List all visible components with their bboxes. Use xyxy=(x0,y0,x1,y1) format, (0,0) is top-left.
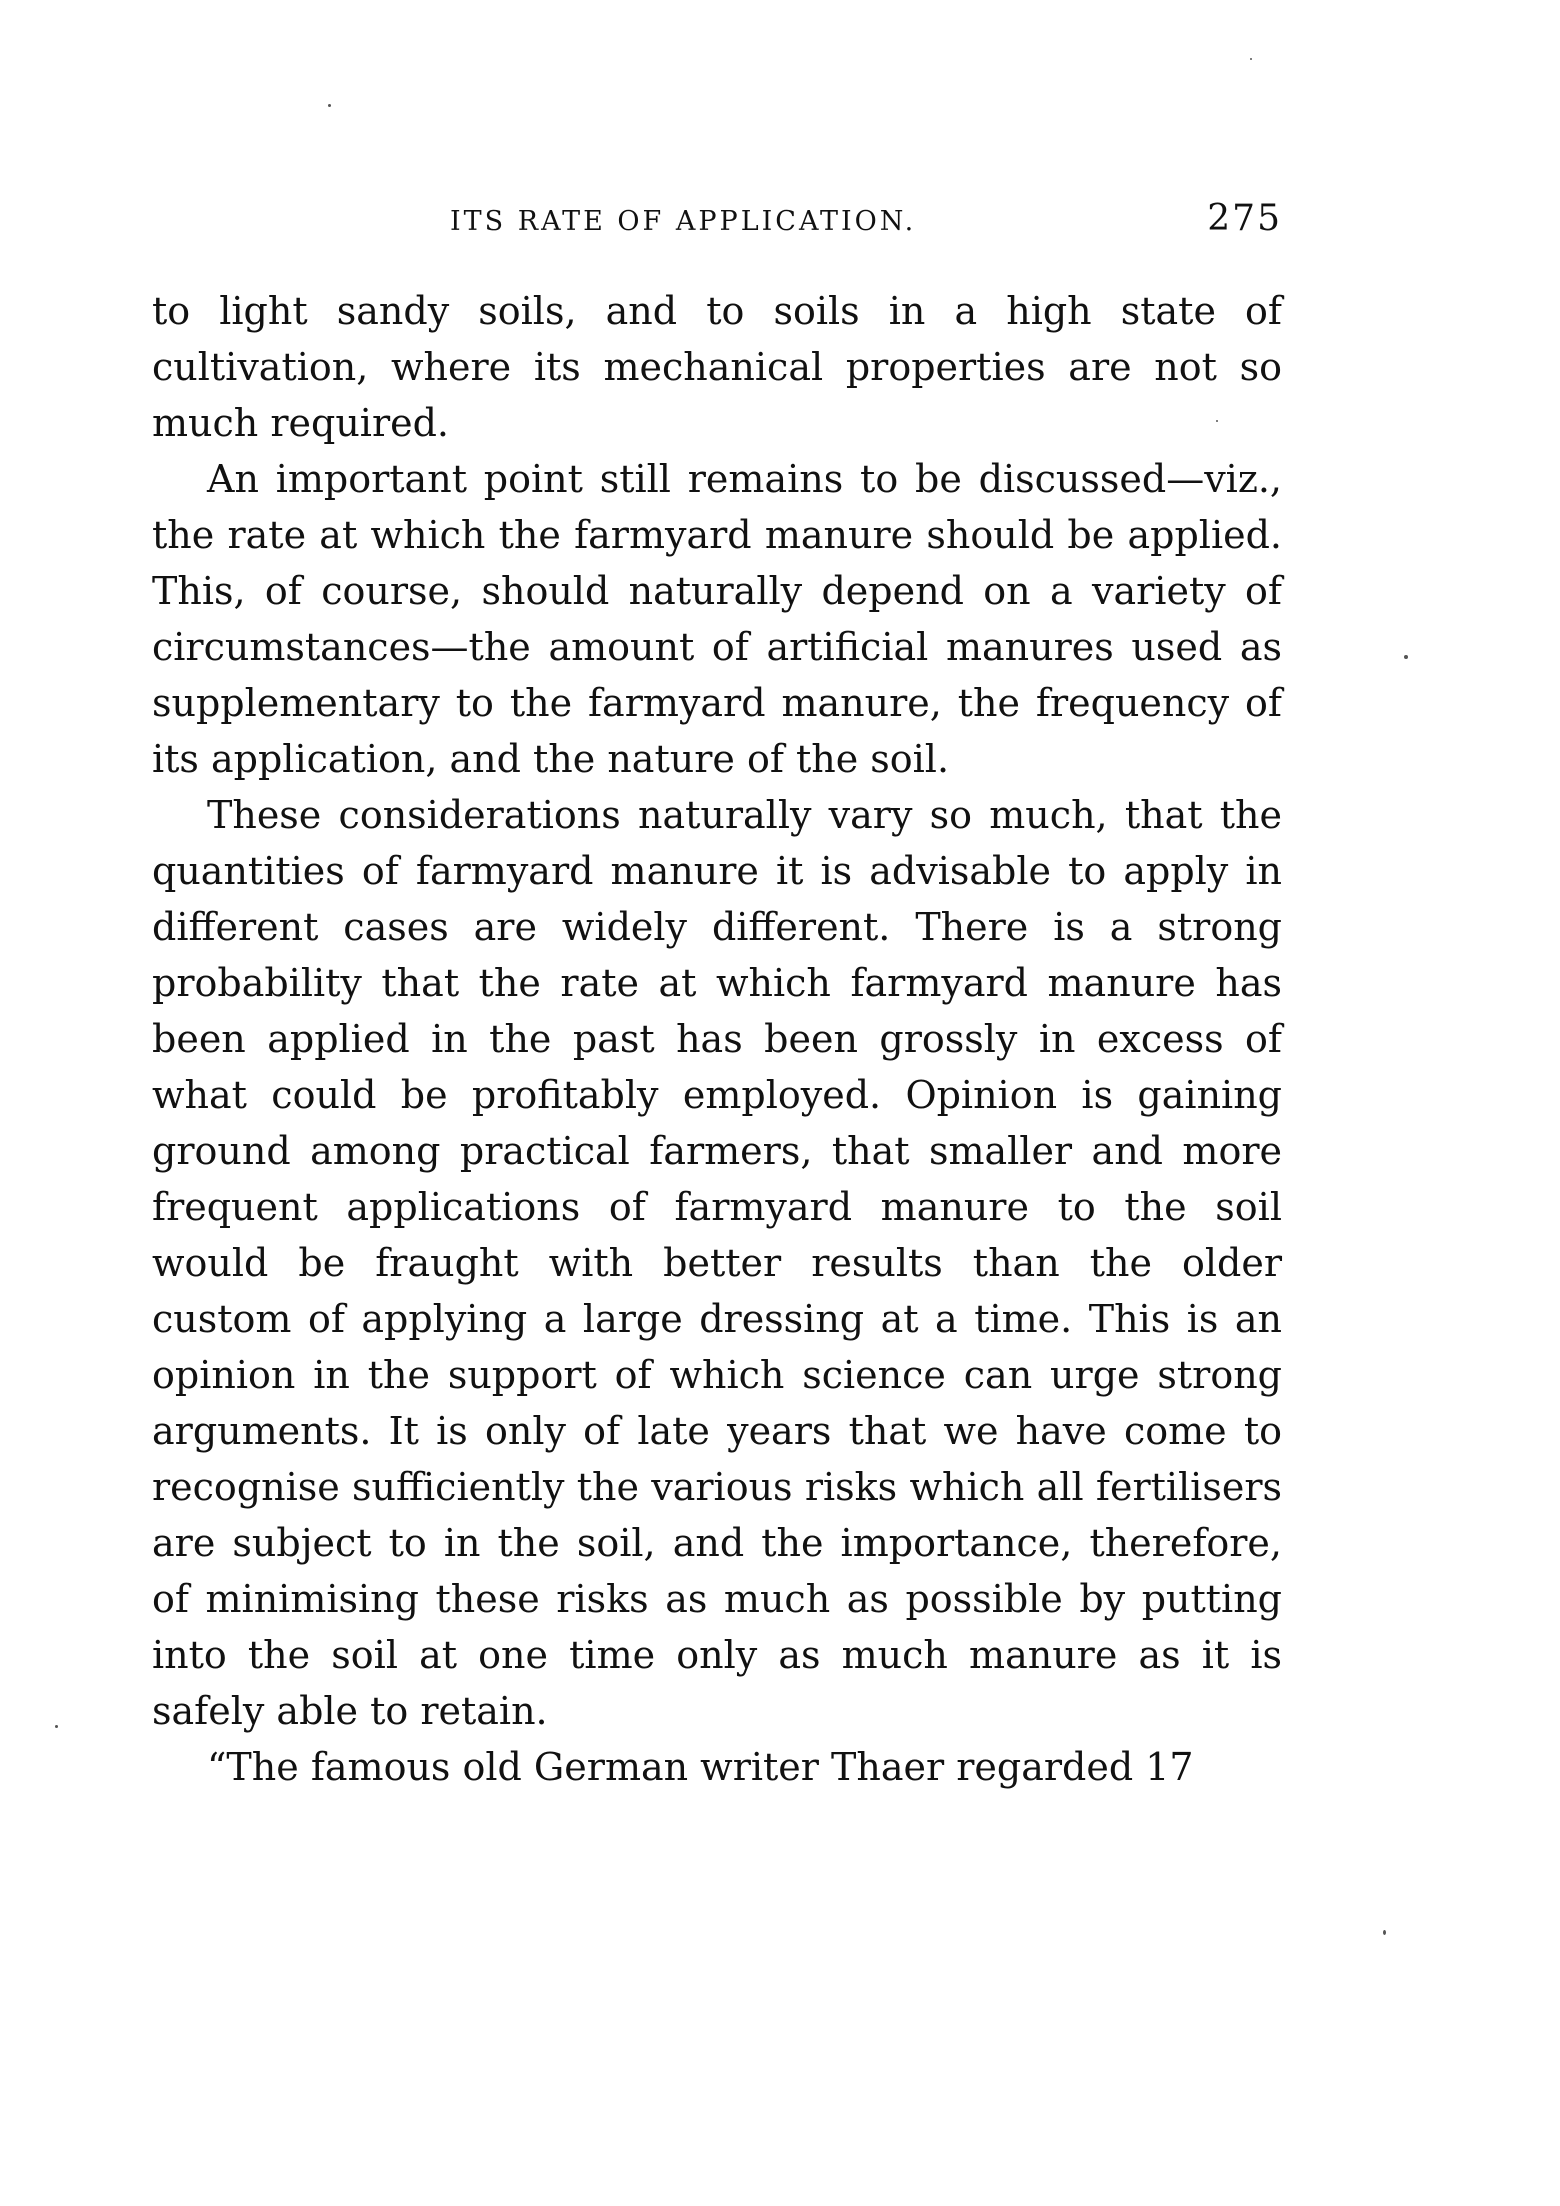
paragraph-1: to light sandy soils, and to soils in a high state of cultivation, where its mechanical properties are not so much required. xyxy=(152,289,1282,445)
paragraph-3: These considerations naturally vary so much, that the quantities of farmyard manure it is advisable to apply in different cases are widely different. There is a strong probability that the rate at which farmyard manure has been applied in the past has been grossly in excess of what could be profitably employed. Opinion is gaining ground among practical farmers, that smaller and more frequent applications of farmyard manure to the soil would be fraught with better results than the older custom of applying a large dressing at a time. This is an opinion in the support of which science can urge strong arguments. It is only of late years that we have come to recognise sufficiently the various risks which all fertilisers are subject to in the soil, and the importance, therefore, of minimising these risks as much as possible by putting into the soil at one time only as much manure as it is safely able to retain. xyxy=(152,793,1282,1733)
body-text xyxy=(152,283,1282,1795)
scan-speck xyxy=(1383,1930,1386,1935)
page-number: 275 xyxy=(1207,198,1282,239)
scan-speck xyxy=(1404,655,1408,659)
running-head xyxy=(152,196,1282,256)
paragraph-4: “The famous old German writer Thaer regarded 17 xyxy=(207,1745,1194,1789)
running-title: ITS RATE OF APPLICATION. xyxy=(450,206,917,237)
scan-speck xyxy=(328,104,331,107)
paragraph-2: An important point still remains to be discussed—viz., the rate at which the farmyard manure should be applied. This, of course, should naturally depend on a variety of circumstances—the amount of artificial manures used as supplementary to the farmyard manure, the frequency of its application, and the nature of the soil. xyxy=(152,457,1282,781)
scan-speck xyxy=(1216,420,1218,422)
scan-speck xyxy=(1250,58,1252,60)
scan-speck xyxy=(55,1725,58,1728)
